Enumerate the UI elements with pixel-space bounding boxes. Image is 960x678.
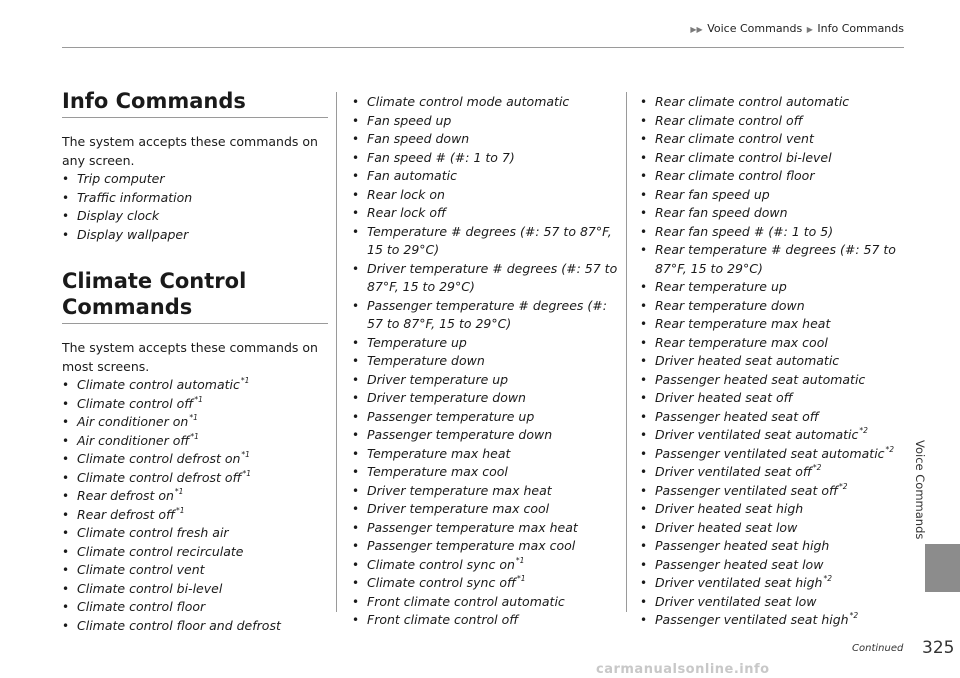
bullet-icon: • bbox=[352, 95, 360, 109]
list-item bbox=[640, 93, 910, 112]
command-text: Fan automatic bbox=[367, 168, 457, 183]
command-text: Rear temperature max heat bbox=[655, 316, 831, 331]
command-text: Driver heated seat off bbox=[655, 390, 793, 405]
bullet-icon: • bbox=[352, 150, 360, 165]
bullet-icon: • bbox=[62, 544, 70, 559]
command-text: Climate control fresh air bbox=[77, 525, 229, 540]
list-item bbox=[640, 482, 910, 501]
bullet-icon: • bbox=[640, 502, 648, 516]
command-text: Rear climate control vent bbox=[655, 131, 814, 146]
command-text: Fan speed up bbox=[367, 112, 452, 128]
bullet-icon: • bbox=[640, 150, 648, 165]
info-command-list bbox=[62, 170, 330, 244]
climate-command-list bbox=[62, 376, 330, 635]
triangle-right-icon: ▶ bbox=[806, 25, 813, 34]
command-text: Rear temperature down bbox=[655, 297, 805, 313]
list-item bbox=[640, 574, 910, 593]
info-commands-title: Info Commands bbox=[62, 89, 246, 113]
list-item bbox=[352, 500, 620, 519]
command-text: Passenger ventilated seat automatic bbox=[655, 445, 885, 461]
command-text: Driver temperature # degrees (#: 57 to 87°F, 15 to 29°C) bbox=[367, 260, 618, 294]
footnote-marker[interactable]: *1 bbox=[189, 413, 198, 422]
list-item bbox=[62, 395, 330, 414]
bullet-icon: • bbox=[352, 169, 360, 183]
list-item bbox=[640, 611, 910, 630]
command-text: Rear climate control off bbox=[655, 112, 803, 128]
command-text: Temperature up bbox=[367, 334, 467, 350]
bullet-icon: • bbox=[640, 132, 648, 146]
list-item bbox=[640, 186, 910, 205]
command-text: Driver temperature up bbox=[367, 371, 509, 387]
bullet-icon: • bbox=[352, 465, 360, 479]
bullet-icon: • bbox=[62, 618, 70, 633]
command-text: Air conditioner off bbox=[77, 432, 190, 448]
command-text: Rear defrost off bbox=[77, 506, 176, 522]
command-text: Driver temperature down bbox=[367, 390, 526, 405]
command-text: Temperature # degrees (#: 57 to 87°F, 15 to 29°C) bbox=[367, 223, 612, 257]
command-text: Trip computer bbox=[77, 171, 165, 186]
list-item bbox=[352, 426, 620, 445]
list-item bbox=[640, 463, 910, 482]
command-text: Driver heated seat high bbox=[655, 501, 804, 516]
command-text: Rear climate control floor bbox=[655, 168, 815, 183]
command-text: Driver heated seat low bbox=[655, 519, 798, 535]
bullet-icon: • bbox=[62, 489, 70, 503]
page-number: 325 bbox=[922, 638, 955, 658]
list-item bbox=[62, 524, 330, 543]
bullet-icon: • bbox=[352, 539, 360, 553]
command-text: Driver ventilated seat off bbox=[655, 464, 812, 479]
command-text: Climate control defrost off bbox=[77, 469, 242, 485]
bullet-icon: • bbox=[640, 280, 648, 294]
bullet-icon: • bbox=[62, 507, 70, 522]
bullet-icon: • bbox=[640, 428, 648, 442]
breadcrumb bbox=[689, 22, 904, 35]
command-text: Rear lock off bbox=[367, 205, 447, 220]
command-text: Driver heated seat automatic bbox=[655, 353, 840, 368]
bullet-icon: • bbox=[352, 576, 360, 590]
footnote-marker[interactable]: *1 bbox=[240, 376, 250, 385]
list-item bbox=[640, 130, 910, 149]
footnote-marker[interactable]: *1 bbox=[242, 468, 252, 478]
climate-control-title bbox=[62, 268, 330, 320]
climate-intro: The system accepts these commands on most screens. bbox=[62, 340, 318, 374]
command-text: Air conditioner on bbox=[77, 414, 189, 429]
bullet-icon: • bbox=[62, 433, 70, 448]
list-item bbox=[352, 371, 620, 390]
climate-command-list-continued bbox=[352, 93, 620, 630]
command-text: Front climate control off bbox=[367, 612, 519, 627]
list-item bbox=[640, 500, 910, 519]
list-item bbox=[352, 186, 620, 205]
bullet-icon: • bbox=[352, 613, 360, 627]
bullet-icon: • bbox=[62, 600, 70, 614]
list-item bbox=[352, 389, 620, 408]
double-triangle-right-icon: ▶▶ bbox=[690, 25, 703, 34]
command-text: Passenger temperature # degrees (#: 57 to 87°F, 15 to 29°C) bbox=[367, 297, 607, 331]
list-item bbox=[352, 574, 620, 593]
command-text: Climate control automatic bbox=[77, 377, 240, 392]
command-text: Climate control floor bbox=[77, 599, 206, 614]
footnote-marker[interactable]: *2 bbox=[849, 611, 859, 620]
bullet-icon: • bbox=[352, 335, 360, 350]
bullet-icon: • bbox=[640, 483, 648, 498]
bullet-icon: • bbox=[352, 391, 360, 405]
column-divider bbox=[626, 92, 627, 612]
bullet-icon: • bbox=[62, 172, 70, 186]
list-item bbox=[352, 297, 620, 334]
list-item bbox=[352, 556, 620, 575]
footnote-marker[interactable]: *1 bbox=[515, 555, 525, 565]
list-item bbox=[352, 463, 620, 482]
command-text: Climate control off bbox=[77, 395, 194, 411]
bullet-icon: • bbox=[640, 372, 648, 387]
bullet-icon: • bbox=[640, 224, 648, 239]
list-item bbox=[640, 315, 910, 334]
list-item bbox=[352, 482, 620, 501]
command-text: Driver ventilated seat automatic bbox=[655, 427, 859, 442]
list-item bbox=[352, 352, 620, 371]
command-text: Climate control defrost on bbox=[77, 451, 241, 466]
command-text: Climate control bi-level bbox=[77, 580, 223, 596]
bullet-icon: • bbox=[62, 396, 70, 411]
list-item bbox=[62, 487, 330, 506]
section-divider bbox=[62, 117, 328, 118]
command-text: Fan speed # (#: 1 to 7) bbox=[367, 149, 515, 165]
list-item bbox=[640, 445, 910, 464]
footnote-marker[interactable]: *1 bbox=[194, 394, 203, 404]
bullet-icon: • bbox=[640, 576, 648, 590]
list-item bbox=[62, 580, 330, 599]
list-item bbox=[62, 450, 330, 469]
column-1 bbox=[62, 88, 330, 635]
footnote-marker[interactable]: *1 bbox=[241, 450, 250, 459]
list-item bbox=[640, 537, 910, 556]
command-text: Temperature max heat bbox=[367, 445, 511, 461]
command-text: Climate control sync off bbox=[367, 575, 516, 590]
command-text: Driver ventilated seat low bbox=[655, 593, 817, 609]
command-text: Front climate control automatic bbox=[367, 593, 565, 609]
list-item bbox=[640, 371, 910, 390]
list-item bbox=[62, 432, 330, 451]
bullet-icon: • bbox=[640, 317, 648, 331]
bullet-icon: • bbox=[640, 391, 648, 405]
bullet-icon: • bbox=[640, 187, 648, 202]
command-text: Rear temperature # degrees (#: 57 to 87°F, 15 to 29°C) bbox=[655, 242, 896, 276]
list-item bbox=[352, 112, 620, 131]
bullet-icon: • bbox=[352, 446, 360, 461]
bullet-icon: • bbox=[640, 298, 648, 313]
list-item bbox=[352, 204, 620, 223]
bullet-icon: • bbox=[352, 224, 360, 239]
bullet-icon: • bbox=[352, 372, 360, 387]
command-text: Rear lock on bbox=[367, 186, 445, 202]
list-item bbox=[62, 543, 330, 562]
command-text: Display wallpaper bbox=[77, 226, 189, 242]
section-tab-marker bbox=[925, 544, 960, 592]
command-text: Passenger heated seat high bbox=[655, 538, 830, 553]
bullet-icon: • bbox=[62, 452, 70, 466]
bullet-icon: • bbox=[352, 502, 360, 516]
command-text: Climate control sync on bbox=[367, 556, 515, 572]
list-item bbox=[640, 297, 910, 316]
bullet-icon: • bbox=[352, 206, 360, 220]
bullet-icon: • bbox=[352, 298, 360, 313]
bullet-icon: • bbox=[62, 209, 70, 223]
bullet-icon: • bbox=[640, 169, 648, 183]
column-2 bbox=[352, 88, 620, 630]
bullet-icon: • bbox=[640, 113, 648, 128]
climate-title-line1: Climate Control bbox=[62, 269, 247, 293]
list-item bbox=[62, 598, 330, 617]
list-item bbox=[62, 617, 330, 636]
command-text: Passenger temperature up bbox=[367, 408, 535, 424]
command-text: Rear climate control bi-level bbox=[655, 149, 832, 165]
section-tab-label[interactable]: Voice Commands bbox=[913, 440, 927, 540]
command-text: Fan speed down bbox=[367, 131, 470, 146]
list-item bbox=[640, 334, 910, 353]
list-item bbox=[640, 112, 910, 131]
command-text: Passenger ventilated seat off bbox=[655, 482, 838, 498]
bullet-icon: • bbox=[640, 243, 648, 257]
list-item bbox=[640, 204, 910, 223]
bullet-icon: • bbox=[352, 132, 360, 146]
list-item bbox=[62, 189, 330, 208]
list-item bbox=[62, 226, 330, 245]
continued-label: Continued bbox=[852, 643, 904, 654]
bullet-icon: • bbox=[352, 409, 360, 424]
list-item bbox=[62, 170, 330, 189]
bullet-icon: • bbox=[640, 446, 648, 461]
command-text: Passenger temperature down bbox=[367, 427, 553, 442]
command-text: Driver ventilated seat high bbox=[655, 575, 823, 590]
list-item bbox=[352, 519, 620, 538]
bullet-icon: • bbox=[62, 581, 70, 596]
column-3 bbox=[640, 88, 910, 630]
list-item bbox=[352, 93, 620, 112]
command-text: Passenger temperature max heat bbox=[367, 519, 578, 535]
bullet-icon: • bbox=[352, 557, 360, 572]
command-text: Passenger ventilated seat high bbox=[655, 612, 849, 627]
list-item bbox=[640, 223, 910, 242]
bullet-icon: • bbox=[352, 113, 360, 128]
bullet-icon: • bbox=[640, 354, 648, 368]
footnote-marker[interactable]: *1 bbox=[517, 574, 526, 583]
command-text: Driver temperature max heat bbox=[367, 482, 552, 498]
list-item bbox=[640, 241, 910, 278]
bullet-icon: • bbox=[62, 563, 70, 577]
bullet-icon: • bbox=[352, 354, 360, 368]
command-text: Climate control vent bbox=[77, 562, 205, 577]
footnote-marker[interactable]: *2 bbox=[885, 444, 895, 454]
bullet-icon: • bbox=[640, 539, 648, 553]
list-item bbox=[640, 352, 910, 371]
bullet-icon: • bbox=[640, 465, 648, 479]
command-text: Rear fan speed down bbox=[655, 205, 788, 220]
list-item bbox=[640, 426, 910, 445]
list-item bbox=[62, 376, 330, 395]
climate-title-line2: Commands bbox=[62, 295, 193, 319]
command-text: Display clock bbox=[77, 208, 160, 223]
bullet-icon: • bbox=[352, 483, 360, 498]
breadcrumb-voice-commands[interactable]: Voice Commands bbox=[707, 22, 803, 35]
list-item bbox=[352, 260, 620, 297]
command-text: Rear defrost on bbox=[77, 488, 174, 503]
bullet-icon: • bbox=[62, 470, 70, 485]
command-text: Temperature max cool bbox=[367, 464, 508, 479]
bullet-icon: • bbox=[640, 613, 648, 627]
command-text: Rear climate control automatic bbox=[655, 94, 850, 109]
bullet-icon: • bbox=[352, 261, 360, 276]
bullet-icon: • bbox=[352, 428, 360, 442]
command-text: Passenger heated seat automatic bbox=[655, 371, 866, 387]
bullet-icon: • bbox=[62, 526, 70, 540]
header-divider bbox=[62, 47, 904, 48]
footnote-marker[interactable]: *2 bbox=[812, 463, 822, 472]
command-text: Climate control mode automatic bbox=[367, 94, 570, 109]
command-text: Temperature down bbox=[367, 353, 485, 368]
command-text: Rear temperature up bbox=[655, 279, 787, 294]
rear-seat-command-list bbox=[640, 93, 910, 630]
bullet-icon: • bbox=[640, 557, 648, 572]
command-text: Driver temperature max cool bbox=[367, 501, 550, 516]
footnote-marker[interactable]: *2 bbox=[839, 481, 848, 491]
footnote-marker[interactable]: *2 bbox=[823, 574, 832, 583]
bullet-icon: • bbox=[62, 415, 70, 429]
command-text: Rear fan speed # (#: 1 to 5) bbox=[655, 223, 834, 239]
watermark: carmanualsonline.info bbox=[596, 662, 770, 677]
bullet-icon: • bbox=[640, 594, 648, 609]
bullet-icon: • bbox=[640, 409, 648, 424]
list-item bbox=[352, 408, 620, 427]
command-text: Rear fan speed up bbox=[655, 186, 770, 202]
list-item bbox=[640, 278, 910, 297]
command-text: Traffic information bbox=[77, 189, 193, 205]
list-item bbox=[640, 408, 910, 427]
list-item bbox=[352, 167, 620, 186]
footnote-marker[interactable]: *2 bbox=[859, 426, 868, 435]
command-text: Passenger heated seat low bbox=[655, 556, 824, 572]
list-item bbox=[352, 611, 620, 630]
list-item bbox=[640, 556, 910, 575]
bullet-icon: • bbox=[640, 95, 648, 109]
list-item bbox=[640, 149, 910, 168]
bullet-icon: • bbox=[62, 227, 70, 242]
footnote-marker[interactable]: *1 bbox=[174, 487, 184, 496]
list-item bbox=[640, 389, 910, 408]
footnote-marker[interactable]: *1 bbox=[176, 505, 185, 515]
bullet-icon: • bbox=[62, 190, 70, 205]
breadcrumb-info-commands[interactable]: Info Commands bbox=[817, 22, 904, 35]
bullet-icon: • bbox=[640, 335, 648, 350]
bullet-icon: • bbox=[352, 187, 360, 202]
bullet-icon: • bbox=[352, 594, 360, 609]
command-text: Climate control floor and defrost bbox=[77, 617, 281, 633]
list-item bbox=[62, 207, 330, 226]
list-item bbox=[62, 561, 330, 580]
bullet-icon: • bbox=[352, 520, 360, 535]
command-text: Passenger temperature max cool bbox=[367, 538, 576, 553]
list-item bbox=[352, 334, 620, 353]
list-item bbox=[640, 519, 910, 538]
command-text: Climate control recirculate bbox=[77, 543, 244, 559]
list-item bbox=[62, 506, 330, 525]
info-intro: The system accepts these commands on any screen. bbox=[62, 134, 318, 168]
list-item bbox=[352, 593, 620, 612]
list-item bbox=[352, 130, 620, 149]
list-item bbox=[352, 537, 620, 556]
list-item bbox=[62, 469, 330, 488]
footnote-marker[interactable]: *1 bbox=[190, 431, 199, 441]
list-item bbox=[352, 223, 620, 260]
command-text: Passenger heated seat off bbox=[655, 408, 819, 424]
column-divider bbox=[336, 92, 337, 612]
list-item bbox=[62, 413, 330, 432]
list-item bbox=[352, 445, 620, 464]
list-item bbox=[640, 167, 910, 186]
list-item bbox=[640, 593, 910, 612]
list-item bbox=[352, 149, 620, 168]
bullet-icon: • bbox=[640, 206, 648, 220]
section-divider bbox=[62, 323, 328, 324]
command-text: Rear temperature max cool bbox=[655, 334, 828, 350]
bullet-icon: • bbox=[62, 378, 70, 392]
bullet-icon: • bbox=[640, 520, 648, 535]
